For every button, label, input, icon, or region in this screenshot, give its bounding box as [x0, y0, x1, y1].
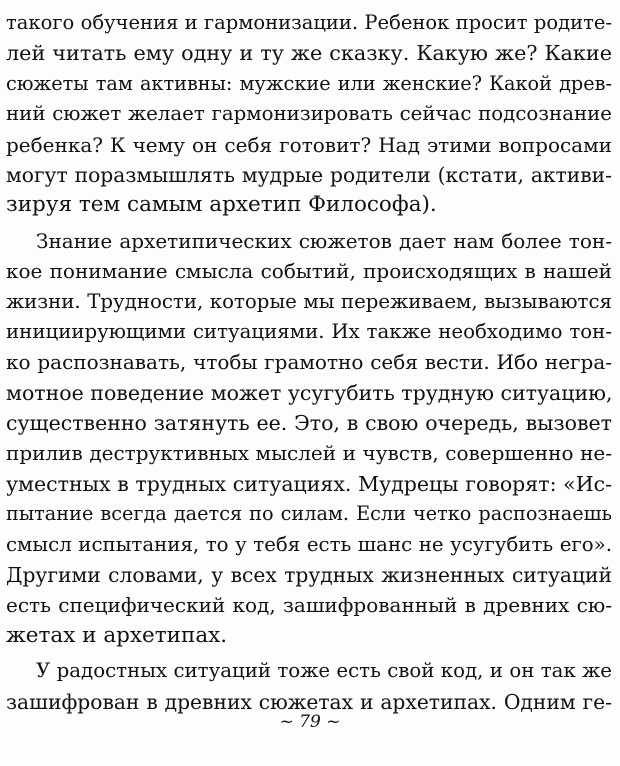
text-line: такого обучения и гармонизации. Ребенок просит родите- — [6, 11, 612, 34]
text-line: ребенка? К чему он себя готовит? Над этими вопросами — [6, 132, 612, 157]
text-line: уместных в трудных ситуациях. Мудрецы говорят: «Ис- — [6, 471, 612, 496]
text-line: пытание всегда дается по силам. Если четко распознаешь — [6, 502, 612, 526]
text-line: лей читать ему одну и ту же сказку. Какую же? Какие — [6, 41, 612, 66]
body-text — [6, 8, 612, 717]
text-line: мотное поведение может усугубить трудную ситуацию, — [6, 380, 612, 405]
text-line: жизни. Трудности, которые мы переживаем, вызываются — [6, 289, 612, 313]
text-line: сюжеты там активны: мужские или женские? Какой древ- — [6, 71, 612, 95]
text-line: жетах и архетипах. — [6, 622, 228, 648]
text-line: существенно затянуть ее. Это, в свою очередь, вызовет — [6, 411, 612, 436]
text-line: кое понимание смысла событий, происходящих в нашей — [6, 259, 612, 284]
paragraph — [6, 656, 612, 717]
text-line: есть специфический код, зашифрованный в древних сю- — [6, 593, 612, 618]
text-line: зируя тем самым архетип Философа). — [6, 192, 437, 218]
text-line: Знание архетипических сюжетов дает нам более тон- — [36, 228, 612, 253]
text-line: ний сюжет желает гармонизировать сейчас подсознание — [6, 102, 612, 126]
text-line: зашифрован в древних сюжетах и архетипах. Одним ге- — [6, 689, 612, 714]
text-line: смысл испытания, то у тебя есть шанс не усугубить его». — [6, 532, 612, 556]
text-line: У радостных ситуаций тоже есть свой код, и он так же — [36, 659, 612, 683]
page-number: ~ 79 ~ — [279, 712, 341, 732]
text-line: прилив деструктивных мыслей и чувств, совершенно не- — [6, 441, 612, 466]
paragraph — [6, 226, 612, 651]
text-line: ко распознавать, чтобы грамотно себя вести. Ибо негра- — [6, 350, 612, 375]
text-line: Другими словами, у всех трудных жизненных ситуаций — [6, 563, 612, 588]
text-line: могут поразмышлять мудрые родители (кстати, активи- — [6, 162, 612, 187]
paragraph — [6, 8, 612, 221]
text-line: инициирующими ситуациями. Их также необходимо тон- — [6, 319, 612, 343]
